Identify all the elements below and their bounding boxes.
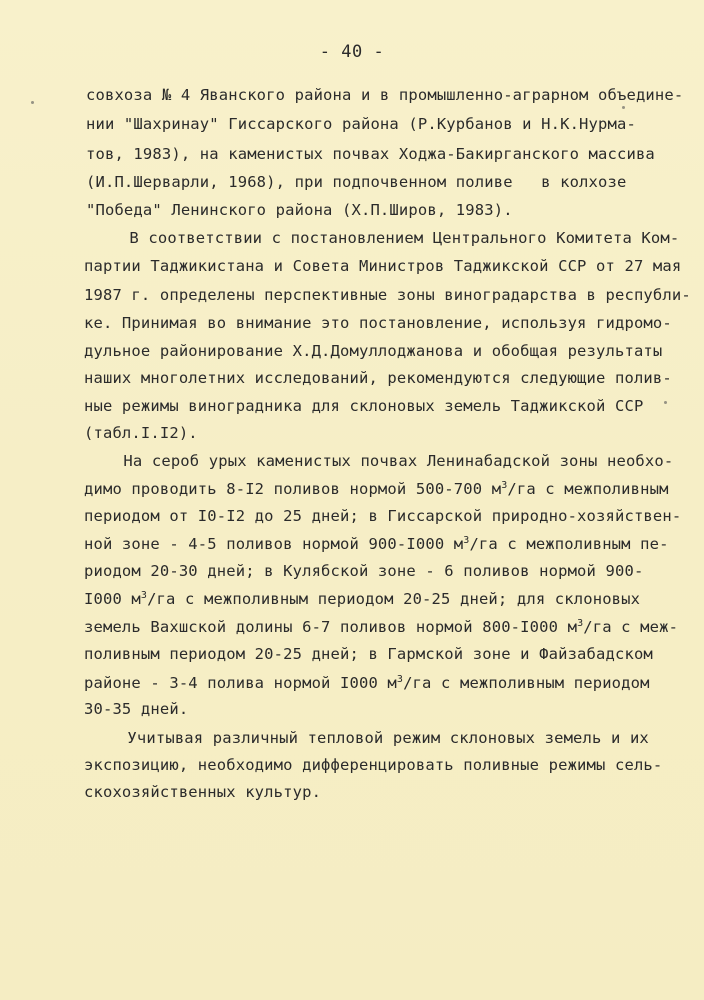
text-line: дульное районирование Х.Д.Домуллоджанова и обобщая результаты: [84, 342, 663, 360]
text-span: /га с межполивным периодом 20-25 дней; для склоновых: [147, 590, 641, 608]
text-line: совхоза № 4 Яванского района и в промышленно-аграрном объедине-: [86, 86, 684, 104]
text-line: (И.П.Шерварли, 1968), при подпочвенном поливе в колхозе: [86, 173, 627, 191]
text-line: [84, 535, 669, 553]
text-span: димо проводить 8-I2 поливов нормой 500-700 м: [84, 480, 502, 498]
text-span: /га с межполивным: [507, 480, 669, 498]
paper-speck: [622, 106, 625, 109]
text-line: поливным периодом 20-25 дней; в Гармской зоне и Файзабадском: [84, 645, 653, 663]
text-line: [84, 480, 669, 498]
text-line: 1987 г. определены перспективные зоны виноградарства в республи-: [84, 286, 691, 304]
text-line: партии Таджикистана и Совета Министров Таджикской ССР от 27 мая: [84, 257, 682, 275]
text-span: /га с межполивным пе-: [469, 535, 669, 553]
text-line: В соответствии с постановлением Центрального Комитета Ком-: [82, 229, 680, 247]
superscript: 3: [577, 618, 584, 629]
text-line: [84, 618, 678, 636]
text-span: районе - 3-4 полива нормой I000 м: [84, 674, 397, 692]
text-line: ные режимы виноградника для склоновых земель Таджикской ССР: [84, 397, 644, 415]
superscript: 3: [463, 535, 470, 546]
text-span: /га с меж-: [583, 618, 679, 636]
text-line: [84, 590, 640, 608]
text-line: скохозяйственных культур.: [84, 783, 322, 801]
text-line: тов, 1983), на каменистых почвах Ходжа-Бакирганского массива: [86, 145, 655, 163]
text-line: [84, 674, 650, 692]
page-number: - 40 -: [319, 42, 385, 62]
text-line: 30-35 дней.: [84, 700, 189, 718]
text-line: нии "Шахринау" Гиссарского района (Р.Курбанов и Н.К.Нурма-: [86, 115, 636, 133]
paper-speck: [664, 401, 667, 404]
text-line: риодом 20-30 дней; в Кулябской зоне - 6 поливов нормой 900-: [84, 562, 644, 580]
text-span: ной зоне - 4-5 поливов нормой 900-I000 м: [84, 535, 464, 553]
text-line: наших многолетних исследований, рекомендуются следующие полив-: [84, 369, 672, 387]
text-line: (табл.I.I2).: [84, 424, 198, 442]
text-line: Учитывая различный тепловой режим склоновых земель и их: [80, 729, 649, 747]
superscript: 3: [396, 674, 404, 685]
text-span: земель Вахшской долины 6-7 поливов нормой 800-I000 м: [84, 618, 578, 636]
text-line: "Победа" Ленинского района (Х.П.Широв, 1983).: [86, 201, 513, 219]
paper-speck: [31, 101, 34, 104]
text-span: /га с межполивным периодом: [403, 674, 650, 692]
text-line: экспозицию, необходимо дифференцировать поливные режимы сель-: [84, 756, 663, 774]
text-line: На сероб урых каменистых почвах Ленинабадской зоны необхо-: [76, 452, 674, 470]
text-line: ке. Принимая во внимание это постановление, используя гидромо-: [84, 314, 672, 332]
text-line: периодом от I0-I2 до 25 дней; в Гиссарской природно-хозяйствен-: [84, 507, 682, 525]
superscript: 3: [501, 480, 508, 491]
text-span: I000 м: [84, 590, 141, 608]
superscript: 3: [140, 590, 148, 601]
